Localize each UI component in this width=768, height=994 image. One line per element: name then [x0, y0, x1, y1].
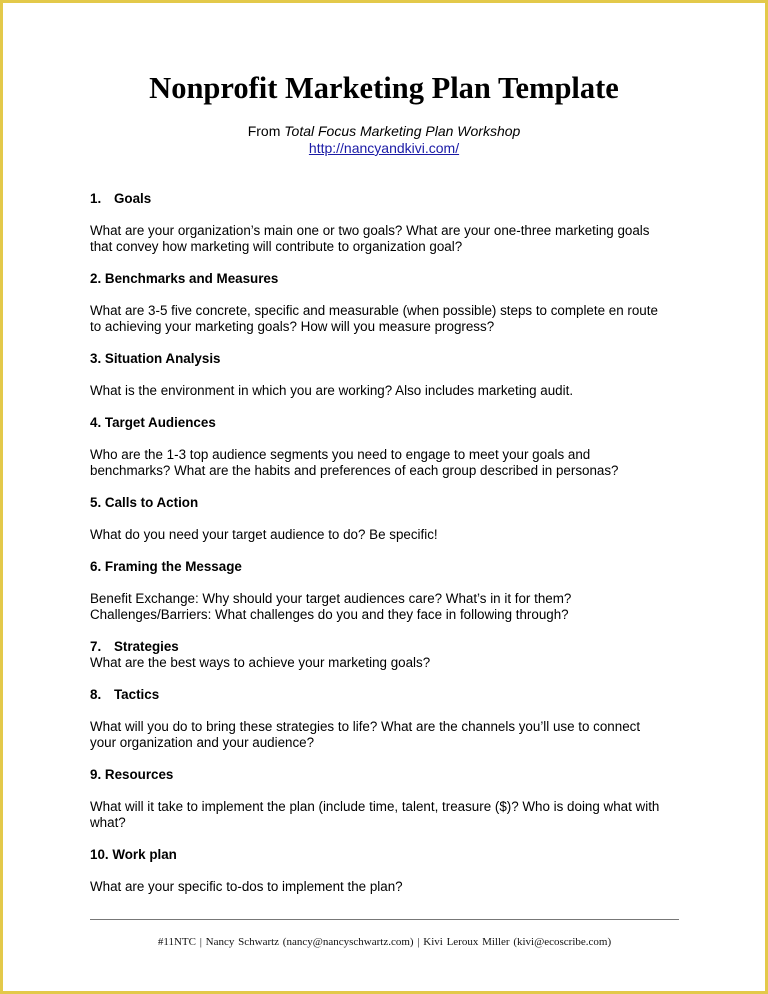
- section-body-calls-to-action: What do you need your target audience to do? Be specific!: [90, 527, 438, 542]
- page-footer: #11NTC | Nancy Schwartz (nancy@nancyschwartz.com) | Kivi Leroux Miller (kivi@ecoscribe.com): [157, 936, 612, 948]
- section-title: Framing the Message: [104, 559, 242, 574]
- source-prefix: From: [247, 123, 285, 139]
- section-body-framing-message: Benefit Exchange: Why should your target audiences care? What’s in it for them? Challenges/Barriers: What challenges do you and they face in following through?: [90, 591, 572, 622]
- section-heading-work-plan: [90, 847, 690, 863]
- section-heading-framing-message: [90, 559, 690, 575]
- section-title: Goals: [114, 191, 152, 206]
- section-number: 4.: [90, 415, 102, 430]
- section-body-situation-analysis: What is the environment in which you are working? Also includes marketing audit.: [90, 383, 574, 398]
- footer-divider: [90, 919, 679, 920]
- section-number: 10.: [90, 847, 109, 862]
- section-heading-calls-to-action: [90, 495, 690, 511]
- section-title: Calls to Action: [104, 495, 199, 510]
- section-title: Strategies: [114, 639, 179, 654]
- section-body-target-audiences: Who are the 1-3 top audience segments you need to engage to meet your goals and benchmarks? What are the habits and preferences of each group described in personas?: [90, 447, 619, 478]
- section-title: Benchmarks and Measures: [104, 271, 279, 286]
- section-number: 6.: [90, 559, 102, 574]
- section-number: 8.: [90, 687, 102, 702]
- page-title: Nonprofit Marketing Plan Template: [149, 71, 619, 105]
- section-number: 1.: [90, 191, 102, 206]
- workshop-name: Total Focus Marketing Plan Workshop: [284, 123, 521, 139]
- section-body-resources: What will it take to implement the plan (include time, talent, treasure ($)? Who is doing what with what?: [90, 799, 660, 830]
- section-heading-situation-analysis: [90, 351, 690, 367]
- source-url-line: [3, 140, 765, 156]
- section-body-strategies: What are the best ways to achieve your marketing goals?: [90, 655, 431, 670]
- section-number: 2.: [90, 271, 102, 286]
- section-title: Situation Analysis: [104, 351, 221, 366]
- section-heading-strategies: [90, 639, 690, 655]
- section-heading-goals: [90, 191, 690, 207]
- section-title: Resources: [104, 767, 174, 782]
- section-title: Tactics: [114, 687, 160, 702]
- section-number: 9.: [90, 767, 102, 782]
- section-body-work-plan: What are your specific to-dos to implement the plan?: [90, 879, 403, 894]
- section-number: 5.: [90, 495, 102, 510]
- section-number: 7.: [90, 639, 102, 654]
- section-title: Work plan: [112, 847, 177, 862]
- plan-sections: [90, 191, 690, 895]
- section-body-tactics: What will you do to bring these strategies to life? What are the channels you’ll use to connect your organization and your audience?: [90, 719, 641, 750]
- section-heading-benchmarks: [90, 271, 690, 287]
- section-heading-tactics: [90, 687, 690, 703]
- source-url-link[interactable]: http://nancyandkivi.com/: [308, 140, 460, 156]
- section-body-benchmarks: What are 3-5 five concrete, specific and measurable (when possible) steps to complete en route to achieving your marketing goals? How will you measure progress?: [90, 303, 658, 334]
- section-body-goals: What are your organization’s main one or two goals? What are your one-three marketing goals that convey how marketing will contribute to organization goal?: [90, 223, 650, 254]
- source-line: [3, 123, 765, 139]
- section-heading-target-audiences: [90, 415, 690, 431]
- section-heading-resources: [90, 767, 690, 783]
- section-number: 3.: [90, 351, 102, 366]
- section-title: Target Audiences: [104, 415, 216, 430]
